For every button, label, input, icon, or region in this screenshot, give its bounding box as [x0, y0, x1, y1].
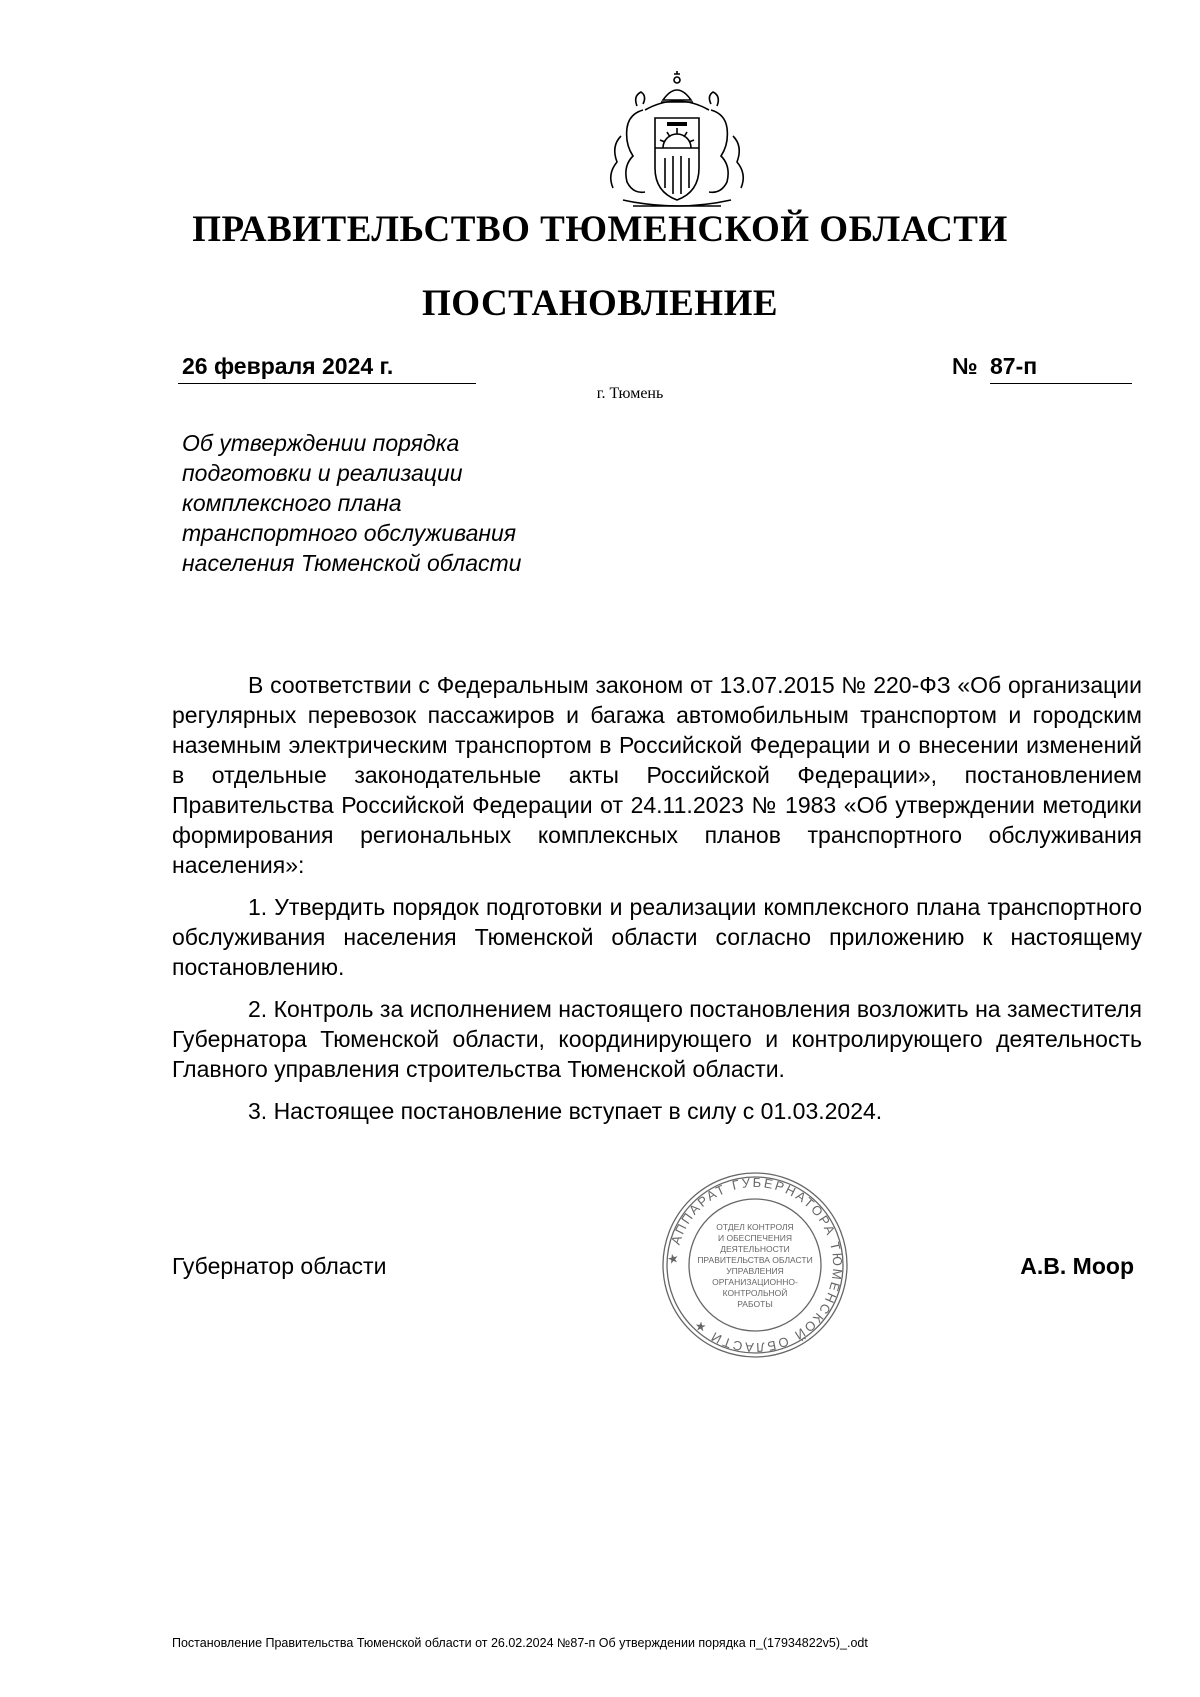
- preamble-paragraph: В соответствии с Федеральным законом от 13.07.2015 № 220-ФЗ «Об организации регулярных перевозок пассажиров и багажа автомобильным транспортом и городским наземным электрическим транспортом в Российской Федерации и о внесении изменений в отдельные законодательные акты Российской Федерации», постановлением Правительства Российской Федерации от 24.11.2023 № 1983 «Об утверждении методики формирования региональных комплексных планов транспортного обслуживания населения»:: [172, 672, 1142, 878]
- coat-of-arms-icon: [593, 70, 761, 212]
- subject-line: подготовки и реализации: [182, 460, 463, 486]
- document-number: 87-п: [990, 353, 1132, 384]
- clause-paragraph: 3. Настоящее постановление вступает в силу с 01.03.2024.: [248, 1098, 883, 1124]
- svg-text:ПРАВИТЕЛЬСТВА ОБЛАСТИ: ПРАВИТЕЛЬСТВА ОБЛАСТИ: [697, 1255, 813, 1265]
- document-date: 26 февраля 2024 г.: [178, 353, 476, 384]
- official-stamp: [660, 1170, 850, 1360]
- svg-text:И ОБЕСПЕЧЕНИЯ: И ОБЕСПЕЧЕНИЯ: [718, 1233, 792, 1243]
- subject-line: комплексного плана: [182, 490, 402, 516]
- svg-text:ОТДЕЛ КОНТРОЛЯ: ОТДЕЛ КОНТРОЛЯ: [716, 1222, 794, 1232]
- clause-paragraph: 1. Утвердить порядок подготовки и реализации комплексного плана транспортного обслуживания населения Тюменской области согласно приложению к настоящему постановлению.: [172, 894, 1142, 980]
- organization-title: ПРАВИТЕЛЬСТВО ТЮМЕНСКОЙ ОБЛАСТИ: [192, 209, 1008, 250]
- city-line: [0, 385, 1200, 403]
- subject-line: населения Тюменской области: [182, 550, 522, 576]
- clause-paragraph: 2. Контроль за исполнением настоящего постановления возложить на заместителя Губернатора Тюменской области, координирующего и контролирующего деятельность Главного управления строительства Тюменской области.: [172, 996, 1142, 1082]
- svg-text:РАБОТЫ: РАБОТЫ: [737, 1299, 773, 1309]
- document-body: [172, 670, 1142, 1138]
- document-type-title: ПОСТАНОВЛЕНИЕ: [421, 283, 779, 324]
- document-footer: Постановление Правительства Тюменской области от 26.02.2024 №87-п Об утверждении порядка п_(17934822v5)_.odt: [172, 1636, 868, 1650]
- subject-line: Об утверждении порядка: [182, 430, 460, 456]
- svg-text:ОРГАНИЗАЦИОННО-: ОРГАНИЗАЦИОННО-: [712, 1277, 798, 1287]
- document-subject: [182, 428, 602, 578]
- svg-text:ДЕЯТЕЛЬНОСТИ: ДЕЯТЕЛЬНОСТИ: [720, 1244, 790, 1254]
- svg-text:УПРАВЛЕНИЯ: УПРАВЛЕНИЯ: [726, 1266, 784, 1276]
- signer-name: А.В. Моор: [1020, 1253, 1134, 1279]
- svg-text:КОНТРОЛЬНОЙ: КОНТРОЛЬНОЙ: [722, 1288, 788, 1298]
- city: г. Тюмень: [596, 385, 664, 402]
- number-sign: №: [952, 353, 978, 379]
- svg-text:★ АППАРАТ ГУБЕРНАТОРА ТЮМЕНСКО: ★ АППАРАТ ГУБЕРНАТОРА ТЮМЕНСКОЙ ОБЛАСТИ ★: [664, 1174, 846, 1356]
- subject-line: транспортного обслуживания: [182, 520, 517, 546]
- signer-position: Губернатор области: [172, 1253, 387, 1279]
